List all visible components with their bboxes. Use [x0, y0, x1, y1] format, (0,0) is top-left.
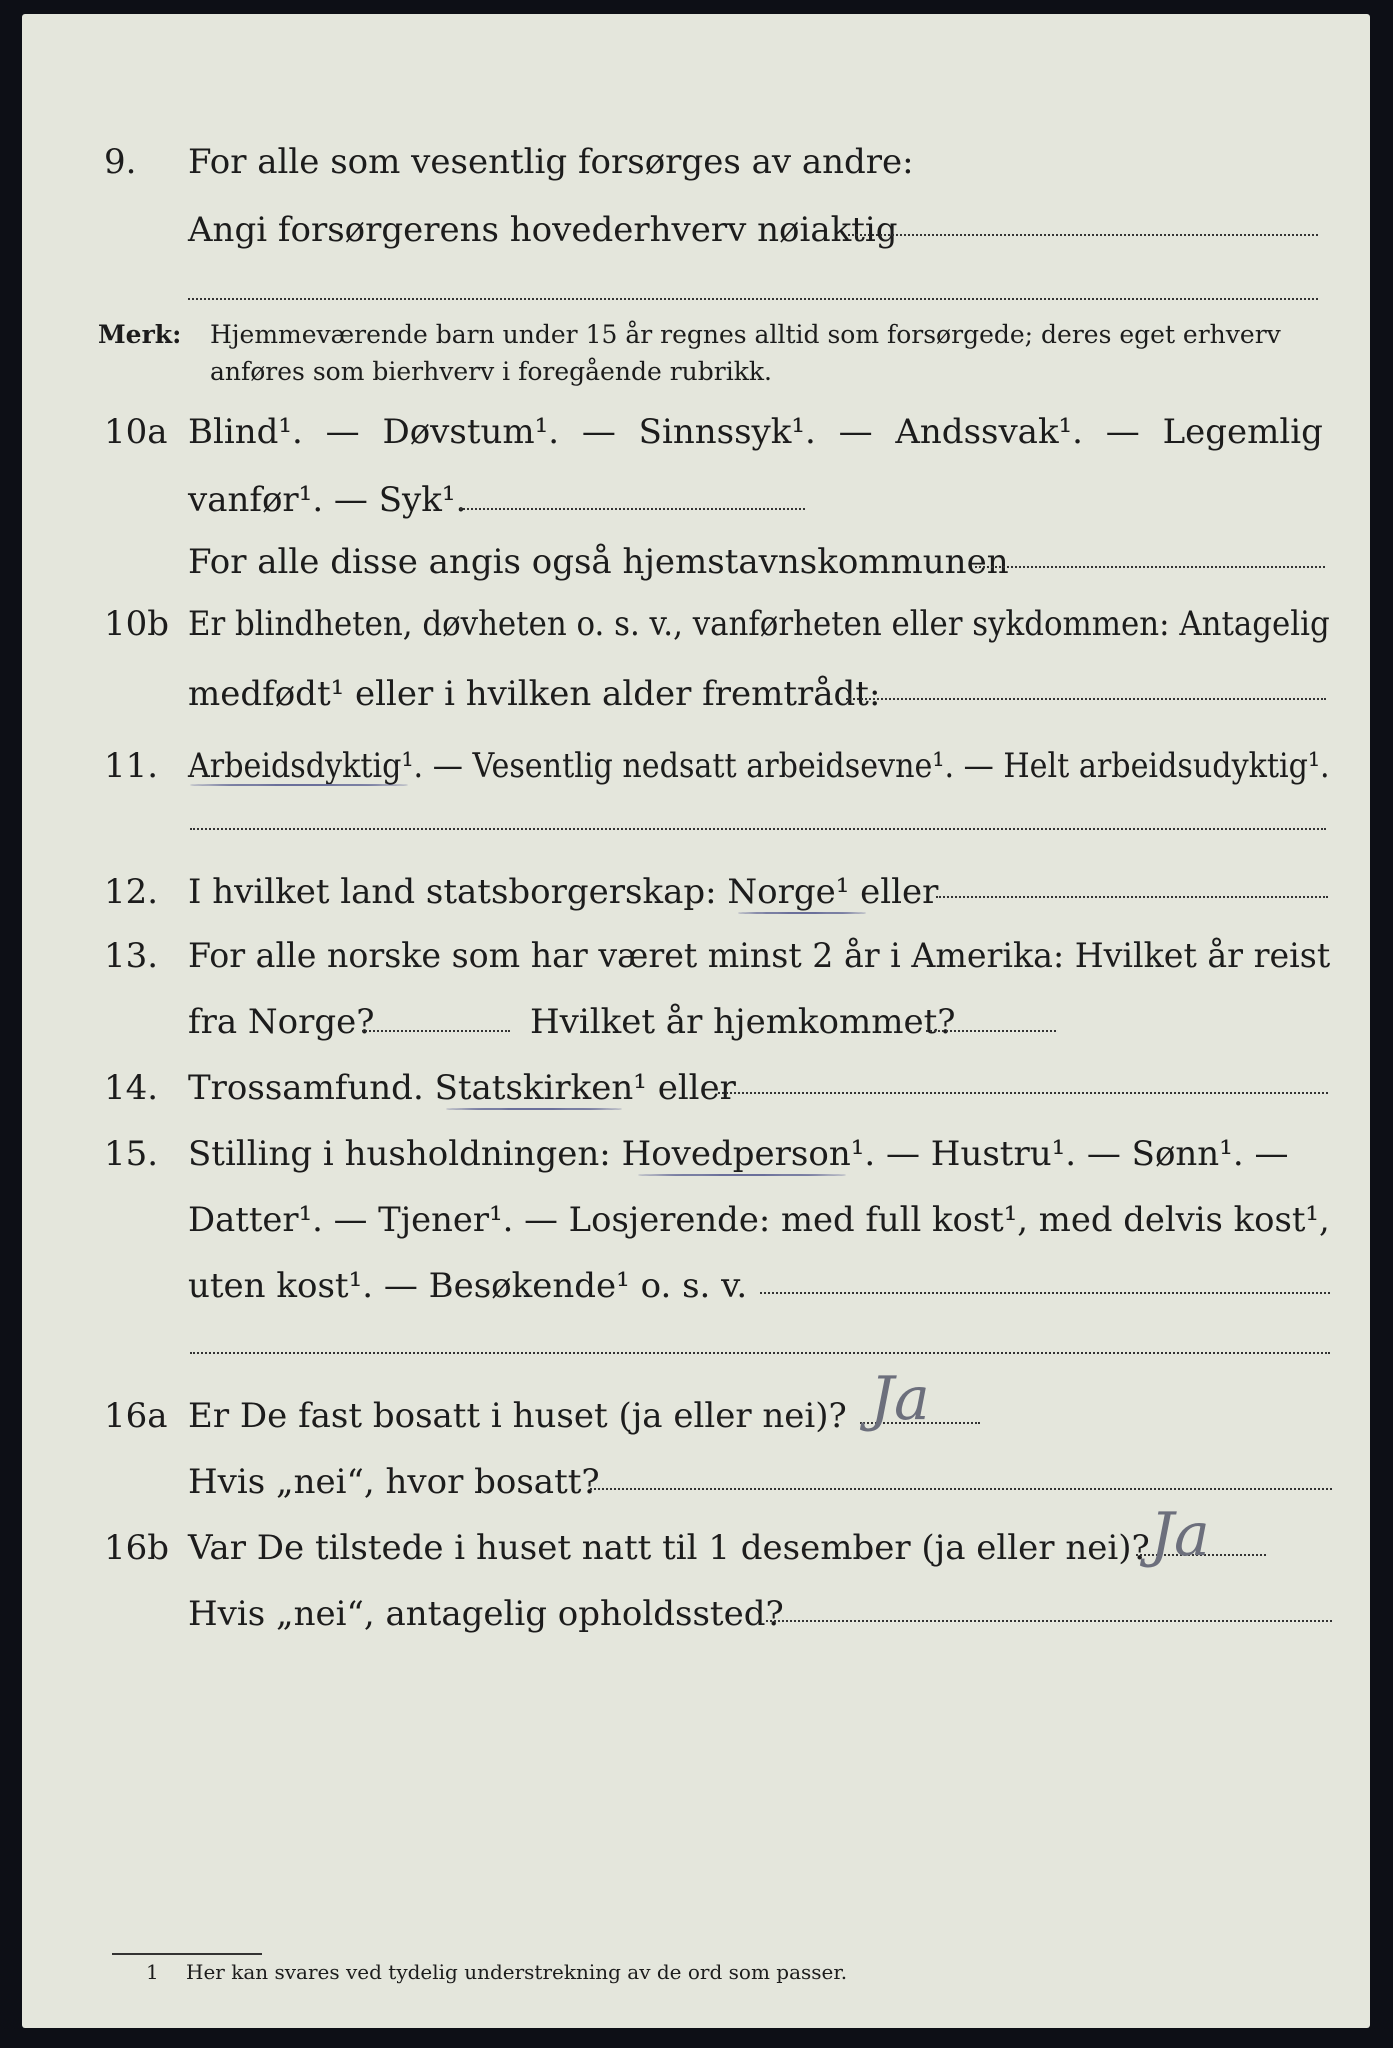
q10a-hjemstavn-fill: [975, 566, 1325, 568]
q10b-alder-label: medfødt¹ eller i hvilken alder fremtrådt:: [188, 674, 881, 714]
q10a-dash-4: —: [1105, 412, 1140, 452]
q10a-line2: [0, 470, 1393, 530]
q10a-dash-3: —: [838, 412, 873, 452]
q10b-fill-line: [846, 698, 1326, 700]
q11-number: 11.: [104, 746, 159, 786]
merk-line1: Hjemmeværende barn under 15 år regnes alltid som forsørgede; deres eget erhverv: [210, 320, 1281, 349]
q10b-line1: [0, 594, 1393, 654]
q15-line3: [0, 1256, 1393, 1316]
q9-line2: [0, 200, 1393, 260]
q13-hjemkommet-fill: [926, 1030, 1056, 1032]
footnote-mark: 1: [146, 1960, 159, 1984]
q9-line1: [0, 132, 1393, 192]
q13-line1: [0, 926, 1393, 986]
q13-line2: [0, 992, 1393, 1052]
q10b-number: 10b: [104, 604, 170, 644]
merk-line2: anføres som bierhverv i foregående rubrikk.: [210, 357, 772, 386]
q13-hjemkommet-label: Hvilket år hjemkommet?: [530, 1002, 956, 1042]
footnote-rule: [112, 1953, 262, 1955]
q12-handwritten-underline: [738, 912, 866, 914]
q10a-line3: [0, 532, 1393, 592]
q12-text: I hvilket land statsborgerskap: Norge¹ eller: [188, 872, 939, 912]
q14-line1: [0, 1058, 1393, 1118]
q11-fill-line: [190, 828, 1326, 830]
q10a-dash-2: —: [581, 412, 616, 452]
q11-text: Arbeidsdyktig¹. — Vesentlig nedsatt arbeidsevne¹. — Helt arbeidsudyktig¹.: [188, 746, 1330, 786]
q15-handwritten-underline: [638, 1174, 846, 1176]
q15-fill-line-2: [190, 1352, 1330, 1354]
q13-reist-fill: [362, 1030, 510, 1032]
q10a-options: [188, 402, 1323, 462]
q16a-number: 16a: [104, 1396, 168, 1436]
q10a-dash-1: —: [325, 412, 360, 452]
q15-text-1: Stilling i husholdningen: Hovedperson¹. — Hustru¹. — Sønn¹. —: [188, 1134, 1289, 1174]
q9-fill-line: [848, 234, 1318, 236]
q9-number: 9.: [104, 142, 137, 182]
q14-fill-line: [718, 1092, 1328, 1094]
q10a-dovstum: Døvstum¹.: [382, 412, 560, 452]
q16a-line1: [0, 1386, 1393, 1446]
q11-handwritten-underline: [190, 784, 408, 786]
q15-text-2: Datter¹. — Tjener¹. — Losjerende: med full kost¹, med delvis kost¹,: [188, 1200, 1330, 1240]
q16b-fill-line: [766, 1620, 1332, 1622]
q15-fill-line: [760, 1292, 1330, 1294]
q13-number: 13.: [104, 936, 159, 976]
q15-text-3: uten kost¹. — Besøkende¹ o. s. v.: [188, 1266, 748, 1306]
footnote-text: Her kan svares ved tydelig understrekning av de ord som passer.: [186, 1960, 848, 1984]
q15-number: 15.: [104, 1134, 159, 1174]
q10a-line1: [0, 402, 1393, 462]
q15-line2: [0, 1190, 1393, 1250]
q10a-sinnssyk: Sinnssyk¹.: [638, 412, 816, 452]
q14-number: 14.: [104, 1068, 159, 1108]
q12-number: 12.: [104, 872, 159, 912]
q9-text: For alle som vesentlig forsørges av andre:: [188, 142, 914, 182]
q11-line1: [0, 736, 1393, 796]
q16b-handwritten-answer: Ja: [1150, 1500, 1210, 1570]
q16a-handwritten-answer: Ja: [870, 1364, 930, 1434]
q16a-text: Er De fast bosatt i huset (ja eller nei)?: [188, 1396, 847, 1436]
q16b-text: Var De tilstede i huset natt til 1 desember (ja eller nei)?: [188, 1528, 1150, 1568]
q10a-fill-line: [460, 508, 805, 510]
q9-occupation-label: Angi forsørgerens hovederhverv nøiaktig: [188, 210, 898, 250]
q13-text: For alle norske som har været minst 2 år i Amerika: Hvilket år reist: [188, 936, 1331, 976]
q10b-line2: [0, 664, 1393, 724]
q10a-hjemstavn-label: For alle disse angis også hjemstavnskommunen: [188, 542, 1009, 582]
q16a-fill-line: [590, 1488, 1332, 1490]
q10b-text: Er blindheten, døvheten o. s. v., vanførheten eller sykdommen: Antagelig: [188, 604, 1330, 644]
q12-line1: [0, 862, 1393, 922]
q13-reist-label: fra Norge?: [188, 1002, 375, 1042]
q10a-andssvak: Andssvak¹.: [895, 412, 1083, 452]
q16b-opholdssted-label: Hvis „nei“, antagelig opholdssted?: [188, 1594, 784, 1634]
q10a-legemlig: Legemlig: [1162, 412, 1323, 452]
q14-text: Trossamfund. Statskirken¹ eller: [188, 1068, 736, 1108]
q14-handwritten-underline: [446, 1108, 622, 1110]
q16b-line2: [0, 1584, 1393, 1644]
merk-label: Merk:: [98, 320, 182, 349]
q10a-blind: Blind¹.: [188, 412, 303, 452]
q16a-hvor-bosatt-label: Hvis „nei“, hvor bosatt?: [188, 1462, 600, 1502]
q12-fill-line: [936, 896, 1328, 898]
q9-fill-line-2: [188, 298, 1318, 300]
q16b-number: 16b: [104, 1528, 170, 1568]
q10a-number: 10a: [104, 412, 168, 452]
q10a-vanfor-syk: vanfør¹. — Syk¹.: [188, 480, 467, 520]
